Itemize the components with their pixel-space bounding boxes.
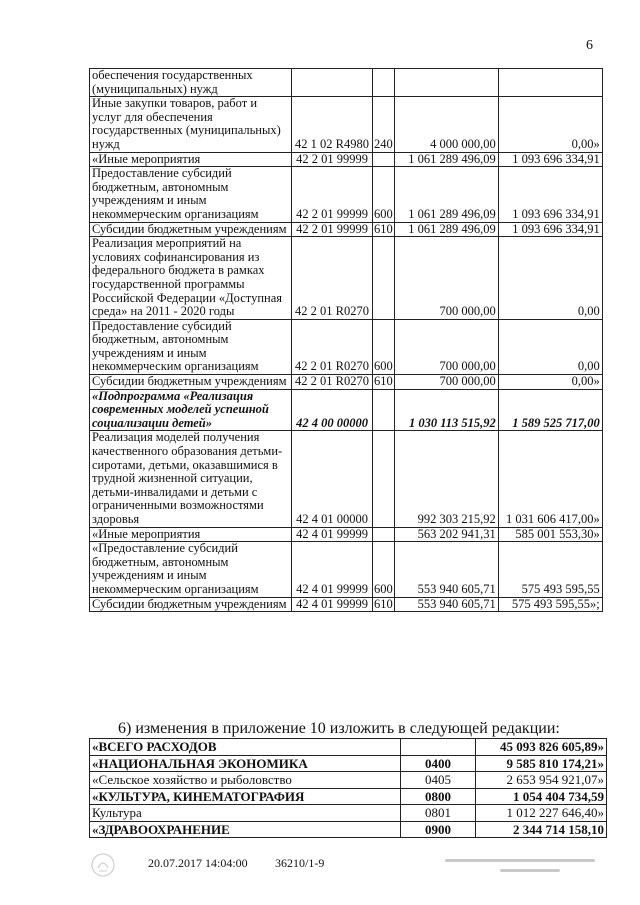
row-code: 42 2 01 R0270: [292, 319, 373, 374]
row-sum-2019: 1 589 525 717,00: [498, 389, 602, 431]
row-expense-type: [373, 431, 395, 527]
footer-doc-number: 36210/1-9: [275, 856, 325, 870]
row-section-code: 0900: [401, 821, 476, 838]
table-row: [90, 755, 607, 772]
row-sum-2019: 0,00»: [498, 97, 602, 152]
row-code: 42 2 01 99999: [292, 167, 373, 222]
row-name: обеспечения государственных (муниципальных) нужд: [90, 69, 292, 97]
row-sum: 1 054 404 734,59: [476, 788, 607, 805]
table-row: [90, 821, 607, 838]
row-expense-type: [373, 527, 395, 542]
row-section-code: [401, 739, 476, 756]
row-expense-type: 240: [373, 97, 395, 152]
row-name: Предоставление субсидий бюджетным, автономным учреждениям и иным некоммерческим организациям: [90, 167, 292, 222]
row-section-code: 0801: [401, 805, 476, 822]
table-row: [90, 167, 603, 222]
row-code: 42 2 01 99999: [292, 222, 373, 237]
row-name: «Подпрограмма «Реализация современных моделей успешной социализации детей»: [90, 389, 292, 431]
row-expense-type: [373, 69, 395, 97]
row-code: [292, 69, 373, 97]
table-row: [90, 69, 603, 97]
row-name: «ЗДРАВООХРАНЕНИЕ: [90, 821, 401, 838]
row-sum: 1 012 227 646,40»: [476, 805, 607, 822]
row-name: «Иные мероприятия: [90, 527, 292, 542]
row-sum-2018: 563 202 941,31: [394, 527, 498, 542]
row-sum-2018: 1 061 289 496,09: [394, 167, 498, 222]
row-sum-2019: 0,00»: [498, 375, 602, 390]
row-name: «Предоставление субсидий бюджетным, автономным учреждениям и иным некоммерческим организациям: [90, 542, 292, 597]
table-row: [90, 375, 603, 390]
row-section-code: 0405: [401, 772, 476, 789]
row-sum-2018: 700 000,00: [394, 375, 498, 390]
row-code: 42 4 01 99999: [292, 527, 373, 542]
table-row: [90, 805, 607, 822]
row-section-code: 0800: [401, 788, 476, 805]
row-name: Реализация моделей получения качественного образования детьми-сиротами, детьми, оказавшимися в трудной жизненной ситуации, детьми-инвалидами и детьми с ограниченными возможностями здоровья: [90, 431, 292, 527]
row-sum-2018: 700 000,00: [394, 237, 498, 320]
row-name: Субсидии бюджетным учреждениям: [90, 597, 292, 612]
row-sum-2018: 700 000,00: [394, 319, 498, 374]
page-number: 6: [586, 38, 593, 53]
table-row: [90, 319, 603, 374]
row-name: «Сельское хозяйство и рыболовство: [90, 772, 401, 789]
row-expense-type: [373, 389, 395, 431]
row-sum-2019: 0,00: [498, 237, 602, 320]
table-row: [90, 597, 603, 612]
row-code: 42 4 01 00000: [292, 431, 373, 527]
row-sum-2018: 1 061 289 496,09: [394, 222, 498, 237]
row-name: Культура: [90, 805, 401, 822]
footer-datetime: 20.07.2017 14:04:00: [148, 856, 248, 870]
row-section-code: 0400: [401, 755, 476, 772]
row-name: Иные закупки товаров, работ и услуг для обеспечения государственных (муниципальных) нужд: [90, 97, 292, 152]
expenses-table: [89, 738, 607, 838]
row-sum-2018: 553 940 605,71: [394, 542, 498, 597]
row-code: 42 4 01 99999: [292, 597, 373, 612]
row-expense-type: 610: [374, 374, 393, 389]
row-name: «Иные мероприятия: [90, 152, 292, 167]
row-expense-type: 600: [373, 319, 395, 374]
row-sum-2018: 1 061 289 496,09: [394, 152, 498, 167]
row-sum-2019: 1 031 606 417,00»: [498, 431, 602, 527]
row-expense-type: [373, 237, 395, 320]
table-row: [90, 542, 603, 597]
table-row: [90, 788, 607, 805]
row-sum: 2 653 954 921,07»: [476, 772, 607, 789]
row-sum-2019: [498, 69, 602, 97]
table-row: [90, 152, 603, 167]
table-row: [90, 389, 603, 431]
row-sum-2019: 1 093 696 334,91: [498, 222, 602, 237]
row-name: Субсидии бюджетным учреждениям: [90, 222, 292, 237]
row-code: 42 2 01 99999: [292, 152, 373, 167]
table-row: [90, 431, 603, 527]
stamp-icon: [90, 852, 116, 878]
row-code: 42 2 01 R0270: [292, 237, 373, 320]
row-name: «КУЛЬТУРА, КИНЕМАТОГРАФИЯ: [90, 788, 401, 805]
table-row: [90, 739, 607, 756]
faded-signature-text: [445, 856, 595, 878]
row-name: Субсидии бюджетным учреждениям: [90, 375, 292, 390]
row-sum: 9 585 810 174,21»: [476, 755, 607, 772]
table-row: [90, 237, 603, 320]
row-sum-2019: 1 093 696 334,91: [498, 167, 602, 222]
row-sum: 2 344 714 158,10: [476, 821, 607, 838]
row-expense-type: [373, 152, 395, 167]
row-sum-2019: 585 001 553,30»: [498, 527, 602, 542]
row-sum-2018: [394, 69, 498, 97]
row-expense-type: 600: [373, 542, 395, 597]
table-row: [90, 222, 603, 237]
table-row: [90, 97, 603, 152]
row-expense-type: 600: [373, 167, 395, 222]
section-heading: 6) изменения в приложение 10 изложить в следующей редакции:: [118, 720, 560, 737]
row-sum-2018: 992 303 215,92: [394, 431, 498, 527]
row-name: «НАЦИОНАЛЬНАЯ ЭКОНОМИКА: [90, 755, 401, 772]
row-code: 42 2 01 R0270: [292, 375, 373, 390]
row-sum-2019: 575 493 595,55: [498, 542, 602, 597]
row-sum: 45 093 826 605,89»: [476, 739, 607, 756]
row-name: «ВСЕГО РАСХОДОВ: [90, 739, 401, 756]
row-sum-2019: 575 493 595,55»;: [498, 597, 602, 612]
row-expense-type: 610: [374, 596, 393, 611]
row-sum-2018: 553 940 605,71: [394, 597, 498, 612]
row-name: Предоставление субсидий бюджетным, автономным учреждениям и иным некоммерческим организациям: [90, 319, 292, 374]
row-code: 42 4 00 00000: [292, 389, 373, 431]
row-code: 42 1 02 R4980: [292, 97, 373, 152]
row-sum-2019: 0,00: [498, 319, 602, 374]
row-expense-type: 610: [374, 221, 393, 236]
table-row: [90, 772, 607, 789]
row-sum-2018: 4 000 000,00: [394, 97, 498, 152]
row-sum-2018: 1 030 113 515,92: [394, 389, 498, 431]
table-row: [90, 527, 603, 542]
row-code: 42 4 01 99999: [292, 542, 373, 597]
row-sum-2019: 1 093 696 334,91: [498, 152, 602, 167]
budget-table: [89, 68, 603, 612]
row-name: Реализация мероприятий на условиях софинансирования из федерального бюджета в рамках государственной программы Российской Федерации «Доступная среда» на 2011 - 2020 годы: [90, 237, 292, 320]
